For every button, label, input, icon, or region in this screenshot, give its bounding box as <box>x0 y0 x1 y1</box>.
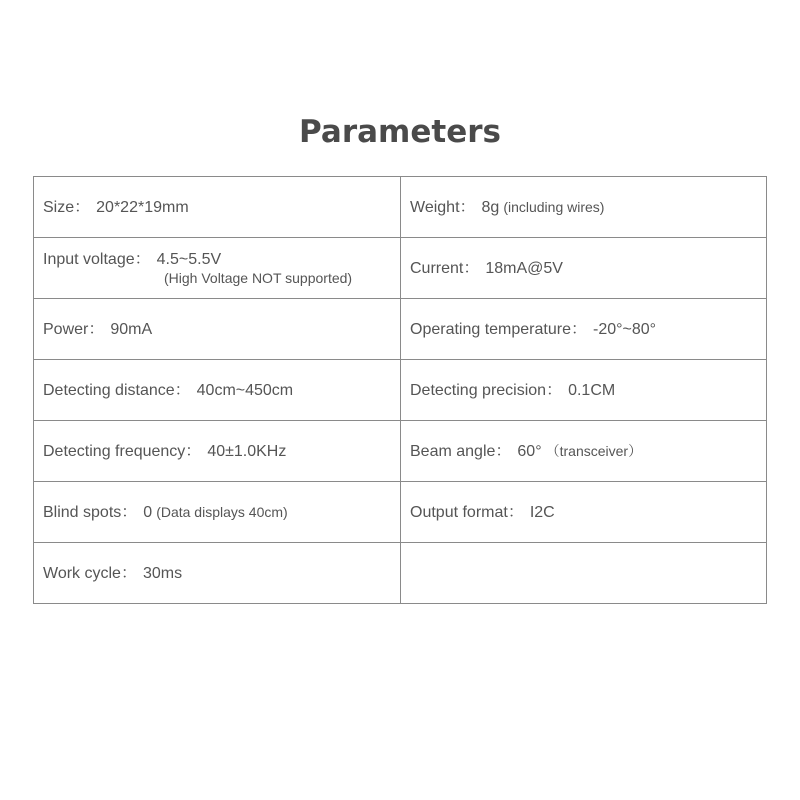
param-note: （transceiver） <box>545 442 643 459</box>
param-value: I2C <box>529 503 555 521</box>
param-input-voltage-cell <box>34 238 401 299</box>
param-value: 0 <box>143 503 153 521</box>
page-title: Parameters <box>299 114 501 150</box>
param-value: 40±1.0KHz <box>207 442 287 460</box>
param-work-cycle-cell <box>34 543 401 604</box>
param-label: Operating temperature： <box>410 320 587 338</box>
param-detecting-frequency-cell <box>34 421 401 482</box>
param-note: (High Voltage NOT supported) <box>164 269 353 286</box>
param-label: Beam angle： <box>410 442 512 460</box>
param-label: Detecting distance： <box>43 381 191 399</box>
param-power-cell <box>34 299 401 360</box>
param-detecting-precision-cell <box>401 360 767 421</box>
param-label: Blind spots： <box>43 503 138 521</box>
param-operating-temperature-cell <box>401 299 767 360</box>
param-value: 8g <box>481 198 500 216</box>
param-label: Detecting precision： <box>410 381 563 399</box>
param-value: 4.5~5.5V <box>156 250 222 268</box>
param-value: 0.1CM <box>568 381 616 399</box>
table-row <box>34 482 767 543</box>
table-row <box>34 238 767 299</box>
param-label: Detecting frequency： <box>43 442 202 460</box>
table-row <box>34 543 767 604</box>
param-note: (including wires) <box>503 198 605 215</box>
table-row <box>34 360 767 421</box>
param-value: 60° <box>517 442 542 460</box>
param-value: 18mA@5V <box>485 259 563 277</box>
param-output-format-cell <box>401 482 767 543</box>
param-label: Input voltage： <box>43 250 151 268</box>
parameters-table <box>33 176 767 604</box>
param-label: Current： <box>410 259 480 277</box>
empty-cell <box>401 543 767 604</box>
param-note: (Data displays 40cm) <box>156 503 288 520</box>
param-value: 90mA <box>110 320 153 338</box>
param-label: Size： <box>43 198 91 216</box>
param-label: Output format： <box>410 503 524 521</box>
table-row <box>34 299 767 360</box>
param-beam-angle-cell <box>401 421 767 482</box>
param-label: Weight： <box>410 198 476 216</box>
param-current-cell <box>401 238 767 299</box>
table-row <box>34 177 767 238</box>
param-value: -20°~80° <box>592 320 657 338</box>
param-value: 40cm~450cm <box>196 381 294 399</box>
param-value: 20*22*19mm <box>96 198 189 216</box>
param-blind-spots-cell <box>34 482 401 543</box>
table-row <box>34 421 767 482</box>
param-value: 30ms <box>142 564 183 582</box>
param-weight-cell <box>401 177 767 238</box>
param-size-cell <box>34 177 401 238</box>
param-label: Work cycle： <box>43 564 137 582</box>
param-label: Power： <box>43 320 105 338</box>
param-detecting-distance-cell <box>34 360 401 421</box>
